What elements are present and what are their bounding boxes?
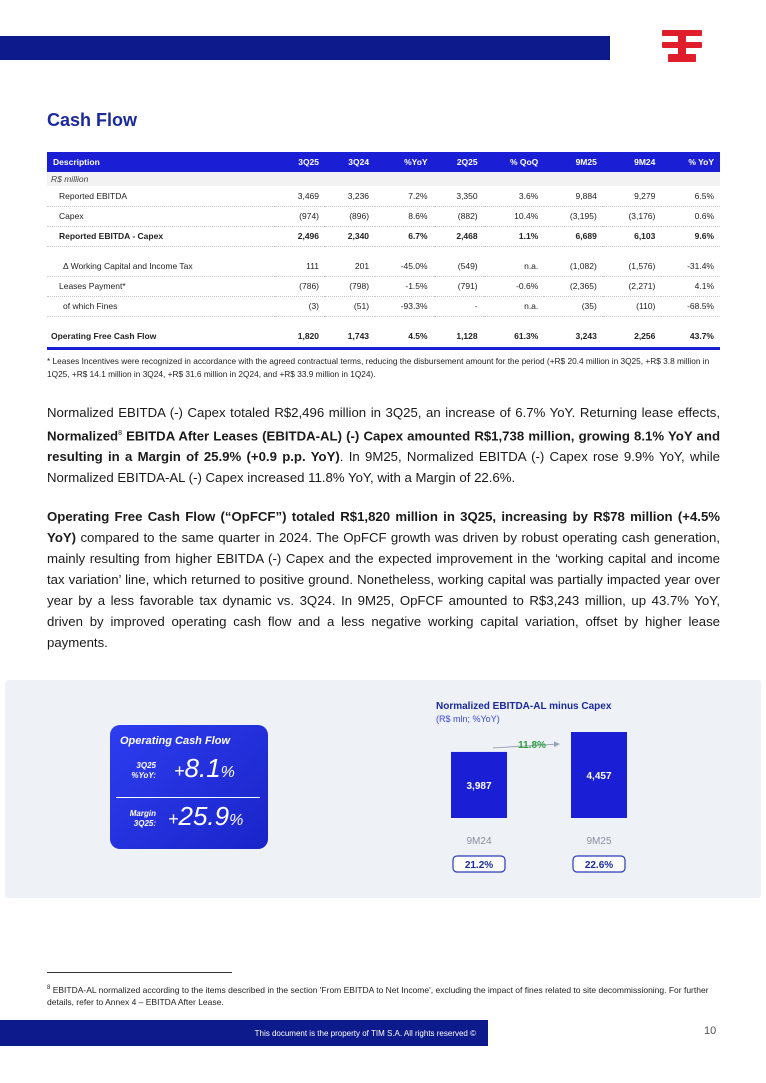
table-cell: (974) xyxy=(275,206,325,226)
table-cell: (896) xyxy=(325,206,375,226)
table-row xyxy=(47,256,720,276)
table-cell: -68.5% xyxy=(661,296,720,316)
table-cell: 3,469 xyxy=(275,186,325,206)
table-cell: (110) xyxy=(603,296,662,316)
table-cell: (786) xyxy=(275,276,325,296)
value-number: 25.9 xyxy=(178,801,230,831)
footer-bar xyxy=(0,1020,488,1046)
chart-subtitle: (R$ mln; %YoY) xyxy=(436,714,500,724)
table-cell: 8.6% xyxy=(375,206,434,226)
value-unit: % xyxy=(229,812,244,829)
table-cell: -1.5% xyxy=(375,276,434,296)
table-cell: (2,271) xyxy=(603,276,662,296)
table-cell: (798) xyxy=(325,276,375,296)
para-bold: Operating Free Cash Flow (“OpFCF”) totaled R$1,820 million in 3Q25, increasing by R$78 million (+4.5% YoY) xyxy=(47,509,720,545)
operating-cash-flow-card xyxy=(110,725,268,849)
row-spacer xyxy=(47,316,720,326)
table-cell: 9.6% xyxy=(661,226,720,246)
bar-value-label: 3,987 xyxy=(466,780,492,792)
footnote-text: EBITDA-AL normalized according to the items described in the section 'From EBITDA to Net Income', excluding the impact of fines related to site decommissioning. For further details, refer to Annex 4 – EBITDA After Lease. xyxy=(47,984,709,1007)
column-header: 2Q25 xyxy=(434,152,484,172)
row-label: of which Fines xyxy=(47,296,275,316)
column-header: 9M25 xyxy=(544,152,603,172)
table-row xyxy=(47,296,720,316)
table-cell: (3,195) xyxy=(544,206,603,226)
column-header: 3Q24 xyxy=(325,152,375,172)
table-cell: 4.1% xyxy=(661,276,720,296)
margin-label: 22.6% xyxy=(584,860,614,871)
table-cell: 3,243 xyxy=(544,326,603,348)
table-cell: 7.2% xyxy=(375,186,434,206)
table-cell: -31.4% xyxy=(661,256,720,276)
footnote-number: 8 xyxy=(47,985,51,991)
table-cell: 2,256 xyxy=(603,326,662,348)
table-cell: 0.6% xyxy=(661,206,720,226)
column-header: Description xyxy=(47,152,275,172)
table-cell: 2,340 xyxy=(325,226,375,246)
table-cell: (1,576) xyxy=(603,256,662,276)
value-sign: + xyxy=(174,761,185,781)
footnote-ref: 8 xyxy=(118,430,122,437)
table-row xyxy=(47,326,720,348)
table-cell: -0.6% xyxy=(484,276,545,296)
table-cell: 201 xyxy=(325,256,375,276)
card-value-margin xyxy=(168,801,243,832)
table-cell: 43.7% xyxy=(661,326,720,348)
table-cell: 2,496 xyxy=(275,226,325,246)
column-header: % YoY xyxy=(661,152,720,172)
footer-copyright: This document is the property of TIM S.A. All rights reserved © xyxy=(254,1029,476,1038)
table-cell: - xyxy=(434,296,484,316)
footnote xyxy=(47,982,727,1008)
value-unit: % xyxy=(220,764,235,781)
table-cell: (2,365) xyxy=(544,276,603,296)
para-bold: Normalized xyxy=(47,428,119,444)
table-cell: 6,689 xyxy=(544,226,603,246)
table-cell: 1,743 xyxy=(325,326,375,348)
row-label: Reported EBITDA xyxy=(47,186,275,206)
para-text: . In 9M25, Normalized EBITDA (-) Capex rose 9.9% YoY, while Normalized EBITDA-AL (-) Capex increased 11.8% YoY, with a Margin of 22.6%. xyxy=(47,449,720,486)
value-sign: + xyxy=(168,809,179,829)
row-label: Reported EBITDA - Capex xyxy=(47,226,275,246)
bar-value-label: 4,457 xyxy=(586,771,612,782)
section-title: Cash Flow xyxy=(47,110,138,130)
table-cell: 3.6% xyxy=(484,186,545,206)
row-label: Capex xyxy=(47,206,275,226)
para-text: Normalized EBITDA (-) Capex totaled R$2,496 million in 3Q25, an increase of 6.7% YoY. Returning lease effects, xyxy=(47,405,720,420)
table-cell: 111 xyxy=(275,256,325,276)
table-cell: (1,082) xyxy=(544,256,603,276)
unit-label: R$ million xyxy=(47,172,720,186)
table-cell: 1,128 xyxy=(434,326,484,348)
footnote-divider xyxy=(47,972,232,973)
card-divider xyxy=(116,797,260,798)
growth-label: 11.8% xyxy=(518,740,546,751)
table-row xyxy=(47,226,720,246)
category-label: 9M25 xyxy=(586,836,612,847)
table-cell: (549) xyxy=(434,256,484,276)
card-value-yoy xyxy=(174,753,235,784)
value-number: 8.1 xyxy=(184,753,221,783)
paragraph-opfcf xyxy=(47,506,720,653)
paragraph-ebitda xyxy=(47,402,720,488)
tim-logo-icon xyxy=(662,30,702,64)
para-bold: EBITDA After Leases (EBITDA-AL) (-) Capex amounted R$1,738 million, growing 8.1% YoY and resulting in a Margin of 25.9% (+0.9 p.p. YoY) xyxy=(47,428,720,465)
header-bar xyxy=(0,36,610,60)
table-cell: 1.1% xyxy=(484,226,545,246)
table-cell: (3,176) xyxy=(603,206,662,226)
column-header: %YoY xyxy=(375,152,434,172)
table-cell: 2,468 xyxy=(434,226,484,246)
table-header-row xyxy=(47,152,720,172)
margin-label: 21.2% xyxy=(464,860,494,871)
ebitda-al-capex-chart xyxy=(440,726,640,880)
table-cell: 6.7% xyxy=(375,226,434,246)
table-cell: (791) xyxy=(434,276,484,296)
para-text: compared to the same quarter in 2024. The OpFCF growth was driven by robust operating cash generation, mainly resulting from higher EBITDA (-) Capex and the expected improvement in the ‘working capital and income tax variation’ line, which returned to positive ground. Nonetheless, working capital was partially impacted year over year by a less favorable tax dynamic vs. 3Q24. In 9M25, OpFCF amounted to R$3,243 million, up 43.7% YoY, driven by improved operating cash flow and a less negative working capital variation, offset by higher lease payments. xyxy=(47,530,720,650)
table-cell: (35) xyxy=(544,296,603,316)
table-cell: 61.3% xyxy=(484,326,545,348)
table-cell: 9,279 xyxy=(603,186,662,206)
page-number: 10 xyxy=(704,1025,717,1037)
table-cell: 3,350 xyxy=(434,186,484,206)
table-row xyxy=(47,186,720,206)
card-label-margin: Margin 3Q25: xyxy=(129,809,156,828)
table-cell: (3) xyxy=(275,296,325,316)
row-label: Operating Free Cash Flow xyxy=(47,326,275,348)
category-label: 9M24 xyxy=(466,836,492,847)
table-cell: 6,103 xyxy=(603,226,662,246)
table-cell: 10.4% xyxy=(484,206,545,226)
table-row xyxy=(47,276,720,296)
cash-flow-table xyxy=(47,152,720,350)
table-cell: -45.0% xyxy=(375,256,434,276)
card-title: Operating Cash Flow xyxy=(120,735,231,747)
row-label: Leases Payment* xyxy=(47,276,275,296)
column-header: % QoQ xyxy=(484,152,545,172)
table-cell: n.a. xyxy=(484,296,545,316)
table-cell: -93.3% xyxy=(375,296,434,316)
row-spacer xyxy=(47,246,720,256)
table-cell: (882) xyxy=(434,206,484,226)
column-header: 9M24 xyxy=(603,152,662,172)
table-note: * Leases Incentives were recognized in accordance with the agreed contractual terms, reducing the disbursement amount for the period (+R$ 20.4 million in 3Q25, +R$ 3.8 million in 1Q25, +R$ 14.1 million in 3Q24, +R$ 31.6 million in 2Q24, and +R$ 33.9 million in 1Q24). xyxy=(47,356,710,379)
row-label: Δ Working Capital and Income Tax xyxy=(47,256,275,276)
table-row xyxy=(47,206,720,226)
table-cell: 9,884 xyxy=(544,186,603,206)
column-header: 3Q25 xyxy=(275,152,325,172)
table-cell: 6.5% xyxy=(661,186,720,206)
table-cell: 4.5% xyxy=(375,326,434,348)
card-label-yoy: 3Q25 %YoY: xyxy=(131,761,156,780)
table-cell: n.a. xyxy=(484,256,545,276)
table-cell: 1,820 xyxy=(275,326,325,348)
chart-title: Normalized EBITDA-AL minus Capex xyxy=(436,701,612,712)
table-cell: 3,236 xyxy=(325,186,375,206)
table-cell: (51) xyxy=(325,296,375,316)
